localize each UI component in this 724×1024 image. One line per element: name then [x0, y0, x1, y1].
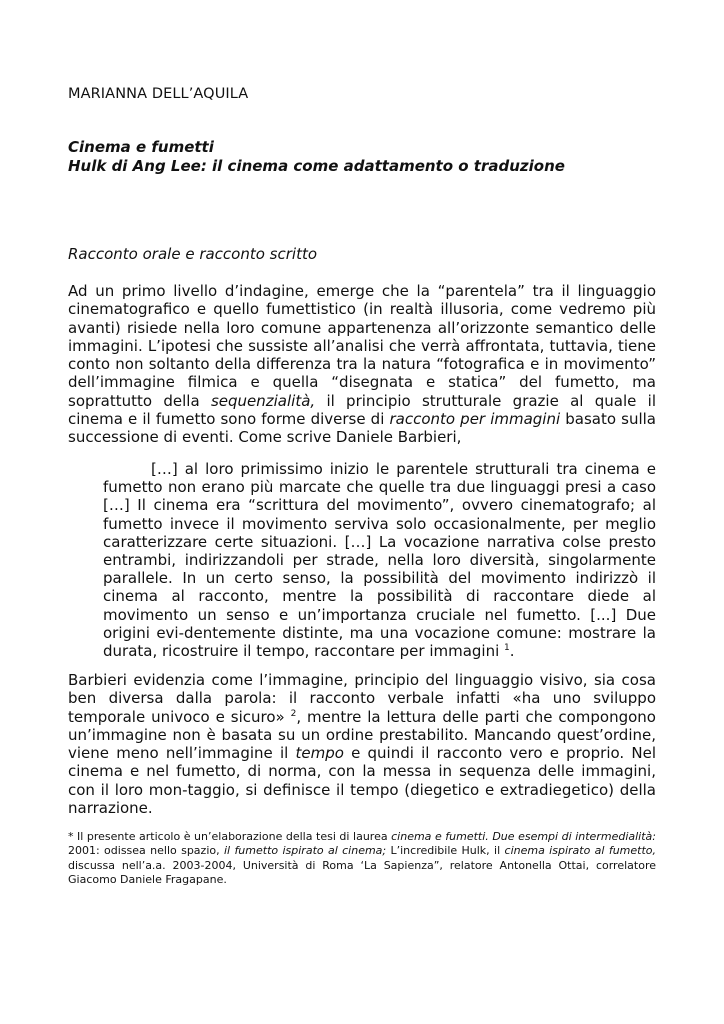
footnote	[68, 830, 656, 887]
footnote-text-c: L’incredibile Hulk, il	[386, 844, 505, 858]
block-quote	[103, 460, 656, 660]
paragraph-1-text-a: Ad un primo livello d’indagine, emerge che la “parentela” tra il linguaggio cinematografico e quello fumettistico (in realtà illusoria, come vedremo più avanti) risiede nella loro comune appartenenza all’orizzonte semantico delle immagini. L’ipotesi che sussiste all’analisi che verrà affrontata, tuttavia, tiene conto non soltanto della differenza tra la natura “fotografica e in movimento” dell’immagine filmica e quella “disegnata e statica” del fumetto, ma soprattutto della	[68, 282, 656, 410]
footnote-emphasis-1: cinema e fumetti. Due esempi di intermedialità:	[391, 830, 656, 843]
emphasis-sequenzialita: sequenzialità,	[210, 391, 316, 410]
footnote-text-d: discussa nell’a.a. 2003-2004, Università di Roma ‘La Sapienza”, relatore Antonella Ottai, correlatore Giacomo Daniele Fragapane.	[68, 858, 656, 886]
footnote-text-a: Il presente articolo è un’elaborazione della tesi di laurea	[73, 830, 392, 843]
footnote-emphasis-2: il fumetto ispirato al cinema;	[223, 844, 387, 858]
quote-end: .	[509, 642, 515, 661]
paragraph-2-text-b: , mentre la lettura delle parti che compongono un’immagine non è basata su un ordine prestabilito. Mancando quest’ordine, viene meno nell’immagine il	[68, 707, 656, 763]
footnote-ref-1[interactable]: 1	[504, 643, 510, 654]
paragraph-2-text-c: e quindi il racconto vero e proprio. Nel cinema e nel fumetto, di norma, con la messa in sequenza delle immagini, con il loro mon-taggio, si definisce il tempo (diegetico e extradiegetico) della narrazione.	[68, 744, 656, 818]
footnote-ref-2[interactable]: 2	[290, 708, 297, 719]
paragraph-2-text-a: Barbieri evidenzia come l’immagine, principio del linguaggio visivo, sia cosa ben diversa dalla parola: il racconto verbale infatti «ha uno sviluppo temporale univoco e sicuro»	[68, 671, 656, 726]
paragraph-2	[68, 671, 656, 817]
author-name: MARIANNA DELL’AQUILA	[68, 86, 249, 102]
footnote-mark: *	[68, 830, 74, 843]
emphasis-racconto-per-immagini: racconto per immagini	[389, 410, 561, 429]
paragraph-1-text-c: basato sulla successione di eventi. Come scrive Daniele Barbieri,	[68, 410, 656, 447]
paragraph-1-text-b: il principio strutturale grazie al quale il cinema e il fumetto sono forme diverse di	[68, 391, 656, 429]
quote-text: […] al loro primissimo inizio le parentele strutturali tra cinema e fumetto non erano più marcate che quelle tra due linguaggi presi a caso […] Il cinema era “scrittura del movimento”, ovvero cinematografo; al fumetto invece il movimento serviva solo occasionalmente, per meglio caratterizzare certe situazioni. […] La vocazione narrativa colse presto entrambi, indirizzandoli per strade, nella loro diversità, singolarmente parallele. In un certo senso, la possibilità del movimento indirizzò il cinema al racconto, mentre la possibilità di raccontare diede al movimento un senso e un’importanza cruciale nel fumetto. [...] Due origini evi-dentemente distinte, ma una vocazione comune: mostrare la durata, ricostruire il tempo, raccontare per immagini	[103, 460, 656, 661]
section-heading: Racconto orale e racconto scritto	[68, 245, 318, 263]
footnote-text-b: 2001: odissea nello spazio,	[68, 844, 224, 858]
footnote-emphasis-3: cinema ispirato al fumetto,	[504, 844, 656, 858]
title-line-1: Cinema e fumetti	[68, 138, 214, 156]
article-title	[68, 138, 656, 176]
title-line-2: Hulk di Ang Lee: il cinema come adattamento o traduzione	[68, 157, 565, 175]
emphasis-tempo: tempo	[295, 744, 344, 763]
paragraph-1	[68, 282, 656, 447]
